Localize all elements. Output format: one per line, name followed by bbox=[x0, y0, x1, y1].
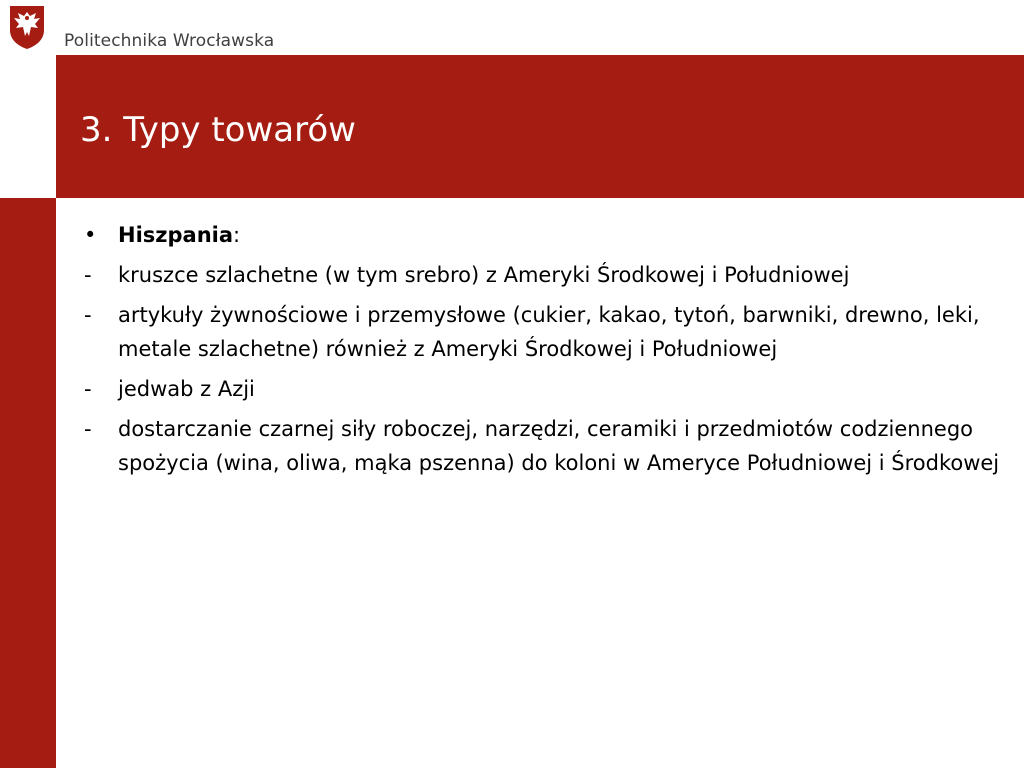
dash-marker: - bbox=[84, 263, 92, 287]
list-item-text: kruszce szlachetne (w tym srebro) z Ameryki Środkowej i Południowej bbox=[118, 263, 850, 287]
country-heading: Hiszpania bbox=[118, 223, 234, 247]
dash-marker: - bbox=[84, 303, 92, 327]
left-accent-bar bbox=[0, 198, 56, 768]
dash-marker: - bbox=[84, 417, 92, 441]
list-item bbox=[80, 298, 1010, 366]
bullet-marker: • bbox=[84, 223, 97, 247]
list-item bbox=[80, 258, 1010, 292]
eagle-crest-icon bbox=[7, 4, 47, 50]
dash-marker: - bbox=[84, 377, 92, 401]
list-item bbox=[80, 372, 1010, 406]
list-item-text: jedwab z Azji bbox=[118, 377, 255, 401]
list-item-text: artykuły żywnościowe i przemysłowe (cukier, kakao, tytoń, barwniki, drewno, leki, metale szlachetne) również z Ameryki Środkowej i Południowej bbox=[118, 303, 980, 361]
heading-colon: : bbox=[233, 223, 241, 247]
logo-area bbox=[0, 0, 56, 55]
slide-title: 3. Typy towarów bbox=[80, 110, 356, 150]
list-item bbox=[80, 412, 1010, 480]
heading-bullet-row bbox=[80, 218, 1010, 252]
university-name: Politechnika Wrocławska bbox=[64, 31, 275, 51]
list-item-text: dostarczanie czarnej siły roboczej, narzędzi, ceramiki i przedmiotów codziennego spożycia (wina, oliwa, mąka pszenna) do koloni w Ameryce Południowej i Środkowej bbox=[118, 417, 1000, 475]
slide-content bbox=[80, 218, 1010, 480]
